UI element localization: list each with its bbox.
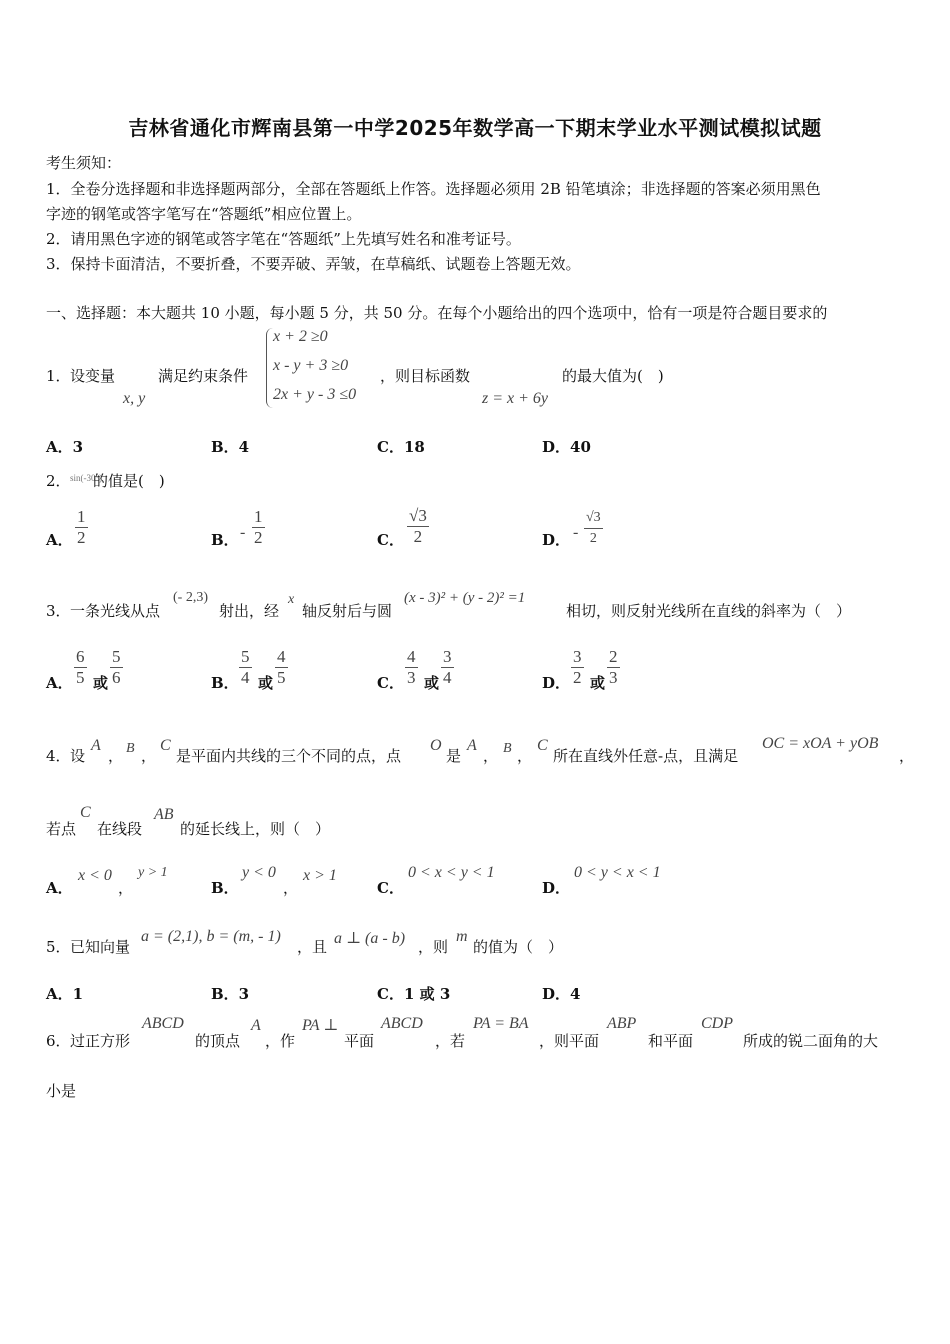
q2-option-d-fraction (584, 508, 603, 549)
q5-text-4: 的值为（ ） (473, 938, 564, 956)
q6-pa-perp: PA ⊥ (302, 1017, 339, 1034)
q3-c-frac-1 (405, 647, 418, 688)
q3-b-den-2: 5 (277, 668, 286, 687)
q4-text-2: 是平面内共线的三个不同的点，点 (176, 747, 402, 765)
q5-text-1: 已知向量 (70, 938, 131, 956)
q2-a-denominator: 2 (77, 528, 86, 547)
q4-option-d-label[interactable]: D． (542, 879, 571, 897)
q2-expression: sin(-30°) (70, 473, 103, 483)
q6-plane-abp: ABP (607, 1015, 637, 1032)
q5-variable-m: m (456, 928, 468, 945)
q2-option-c-label[interactable]: C． (377, 531, 404, 549)
q3-c-or: 或 (424, 674, 440, 692)
q2-option-a-fraction (75, 507, 88, 548)
q4-b-cond-2: x > 1 (303, 867, 337, 884)
q6-plane-abcd: ABCD (381, 1015, 423, 1032)
q1-number: 1． (46, 367, 71, 385)
notice-line3: 3．保持卡面清洁，不要折叠，不要弄破、弄皱，在草稿纸、试题卷上答题无效。 (46, 255, 581, 273)
q4-b-comma: ， (283, 879, 299, 897)
q4-comma-4: ， (517, 747, 533, 765)
q1-text-1: 设变量 (70, 367, 116, 385)
q1-brace (266, 328, 273, 408)
q3-b-or: 或 (258, 674, 274, 692)
q1-option-c[interactable]: C．18 (377, 438, 425, 456)
q6-text-3: ，作 (265, 1032, 296, 1050)
q4-text-5: ， (899, 747, 915, 765)
q3-a-frac-1 (74, 647, 87, 688)
q4-segment-ab: AB (154, 806, 174, 823)
q3-number: 3． (46, 602, 71, 620)
q6-square: ABCD (142, 1015, 184, 1032)
q1-option-d[interactable]: D．40 (542, 438, 591, 456)
q4-b-cond-1: y < 0 (242, 864, 276, 881)
q5-option-b[interactable]: B．3 (211, 985, 250, 1003)
q6-text-4: 平面 (344, 1032, 375, 1050)
q3-text-1: 一条光线从点 (70, 602, 161, 620)
q2-d-sign: - (573, 524, 579, 541)
q4-text-3: 是 (446, 747, 462, 765)
q4-text-8: 的延长线上，则（ ） (180, 820, 331, 838)
q4-text-1: 设 (70, 747, 86, 765)
q3-d-frac-1 (571, 647, 584, 688)
q3-c-den-1: 3 (407, 668, 416, 687)
q1-text-3: ，则目标函数 (380, 367, 471, 385)
q1-option-a[interactable]: A．3 (46, 438, 84, 456)
q1-objective: z = x + 6y (482, 390, 549, 407)
q6-text-9: 小是 (46, 1082, 77, 1100)
q1-constraint-3: 2x + y - 3 ≤0 (273, 386, 357, 403)
q4-text-4: 所在直线外任意-点，且满足 (553, 747, 739, 765)
q3-text-3: 轴反射后与圆 (302, 602, 393, 620)
q4-comma-3: ， (483, 747, 499, 765)
q3-point: (- 2,3) (173, 590, 208, 605)
q3-text-4: 相切，则反射光线所在直线的斜率为（ ） (566, 602, 852, 620)
q4-option-a-label[interactable]: A． (46, 879, 73, 897)
q4-point-b-2: B (503, 741, 512, 756)
q1-vars: x, y (123, 390, 146, 407)
q2-d-denominator: 2 (589, 531, 597, 546)
notice-line1b: 字迹的钢笔或答字笔写在“答题纸”相应位置上。 (46, 205, 362, 223)
notice-line2: 2．请用黑色字迹的钢笔或答字笔在“答题纸”上先填写姓名和准考证号。 (46, 230, 521, 248)
q5-vectors: a = (2,1), b = (m, - 1) (141, 928, 281, 945)
q4-a-cond-2: y > 1 (138, 865, 168, 880)
q1-constraint-2: x - y + 3 ≥0 (273, 357, 349, 374)
q3-b-num-2: 4 (277, 647, 286, 666)
q6-number: 6． (46, 1032, 71, 1050)
q4-a-comma: ， (118, 879, 134, 897)
q2-d-numerator: √3 (586, 510, 601, 525)
q5-option-c[interactable]: C．1 或 3 (377, 985, 451, 1003)
q2-option-c-fraction (407, 506, 429, 547)
q3-a-num-1: 6 (76, 647, 85, 666)
q3-b-den-1: 4 (241, 668, 250, 687)
q5-option-a[interactable]: A．1 (46, 985, 84, 1003)
q2-number: 2． (46, 472, 71, 490)
q4-option-c-label[interactable]: C． (377, 879, 404, 897)
q2-b-numerator: 1 (254, 507, 263, 526)
q4-point-c: C (160, 737, 171, 754)
q3-d-den-1: 2 (573, 668, 582, 687)
q1-text-4: 的最大值为( ) (562, 367, 664, 385)
q4-text-6: 若点 (46, 820, 77, 838)
q2-text: 的值是( ) (93, 472, 165, 490)
q3-b-num-1: 5 (241, 647, 250, 666)
q3-b-frac-1 (239, 647, 252, 688)
section-heading: 一、选择题：本大题共 10 小题，每小题 5 分，共 50 分。在每个小题给出的四个选项中，恰有一项是符合题目要求的 (46, 304, 828, 322)
q2-c-numerator: √3 (409, 506, 427, 525)
q3-a-num-2: 5 (112, 647, 121, 666)
q6-equality: PA = BA (473, 1015, 529, 1032)
q4-text-7: 在线段 (97, 820, 143, 838)
q2-a-numerator: 1 (77, 507, 86, 526)
q4-comma-2: ， (141, 747, 157, 765)
q4-vector-equation: OC = xOA + yOB (762, 735, 879, 752)
q6-plane-cdp: CDP (701, 1015, 733, 1032)
q3-d-num-2: 2 (609, 647, 618, 666)
q3-d-num-1: 3 (573, 647, 582, 666)
q6-text-5: ，若 (435, 1032, 466, 1050)
q4-option-b-label[interactable]: B． (211, 879, 239, 897)
q4-number: 4． (46, 747, 71, 765)
q3-option-d-label[interactable]: D． (542, 674, 571, 692)
q3-axis: x (288, 592, 295, 607)
q1-text-2: 满足约束条件 (158, 367, 249, 385)
q4-point-c-2: C (537, 737, 548, 754)
q3-a-frac-2 (110, 647, 123, 688)
q3-a-den-2: 6 (112, 668, 121, 687)
q3-d-den-2: 3 (609, 668, 618, 687)
q3-c-den-2: 4 (443, 668, 452, 687)
q3-c-num-2: 3 (443, 647, 452, 666)
q3-a-or: 或 (93, 674, 109, 692)
q3-d-frac-2 (607, 647, 620, 688)
q5-text-3: ，则 (418, 938, 449, 956)
q4-point-o: O (430, 737, 442, 754)
q6-text-6: ，则平面 (539, 1032, 600, 1050)
q3-option-a-label[interactable]: A． (46, 674, 73, 692)
q5-text-2: ，且 (297, 938, 328, 956)
q3-option-c-label[interactable]: C． (377, 674, 404, 692)
q2-option-a-label[interactable]: A． (46, 531, 73, 549)
q6-vertex-a: A (251, 1017, 261, 1034)
q4-c-cond: 0 < x < y < 1 (408, 864, 495, 881)
q2-b-sign: - (240, 524, 246, 541)
q6-text-2: 的顶点 (195, 1032, 241, 1050)
q3-option-b-label[interactable]: B． (211, 674, 239, 692)
q3-c-frac-2 (441, 647, 454, 688)
q4-comma-1: ， (108, 747, 124, 765)
page-title: 吉林省通化市辉南县第一中学2025年数学高一下期末学业水平测试模拟试题 (128, 116, 822, 140)
q2-b-denominator: 2 (254, 528, 263, 547)
q1-option-b[interactable]: B．4 (211, 438, 250, 456)
q3-d-or: 或 (590, 674, 606, 692)
q4-point-c-3: C (80, 804, 91, 821)
q5-number: 5． (46, 938, 71, 956)
q4-a-cond-1: x < 0 (78, 867, 112, 884)
q6-text-1: 过正方形 (70, 1032, 131, 1050)
notice-heading: 考生须知： (46, 154, 122, 172)
q2-option-b-fraction (252, 507, 265, 548)
q3-circle: (x - 3)² + (y - 2)² =1 (404, 590, 526, 606)
q3-b-frac-2 (275, 647, 288, 688)
q2-c-denominator: 2 (413, 527, 423, 546)
notice-line1a: 1．全卷分选择题和非选择题两部分，全部在答题纸上作答。选择题必须用 2B 铅笔填涂；非选择题的答案必须用黑色 (46, 180, 821, 198)
q6-text-8: 所成的锐二面角的大 (743, 1032, 879, 1050)
q2-option-d-label[interactable]: D． (542, 531, 571, 549)
q6-text-7: 和平面 (648, 1032, 694, 1050)
q3-text-2: 射出，经 (219, 602, 280, 620)
q3-c-num-1: 4 (407, 647, 416, 666)
q4-d-cond: 0 < y < x < 1 (574, 864, 661, 881)
q3-a-den-1: 5 (76, 668, 85, 687)
q2-option-b-label[interactable]: B． (211, 531, 239, 549)
q4-point-b: B (126, 741, 135, 756)
q5-perpendicular: a ⊥ (a - b) (334, 930, 406, 947)
q1-constraint-1: x + 2 ≥0 (273, 328, 328, 345)
q5-option-d[interactable]: D．4 (542, 985, 581, 1003)
q4-point-a-2: A (467, 737, 477, 754)
q4-point-a: A (91, 737, 101, 754)
